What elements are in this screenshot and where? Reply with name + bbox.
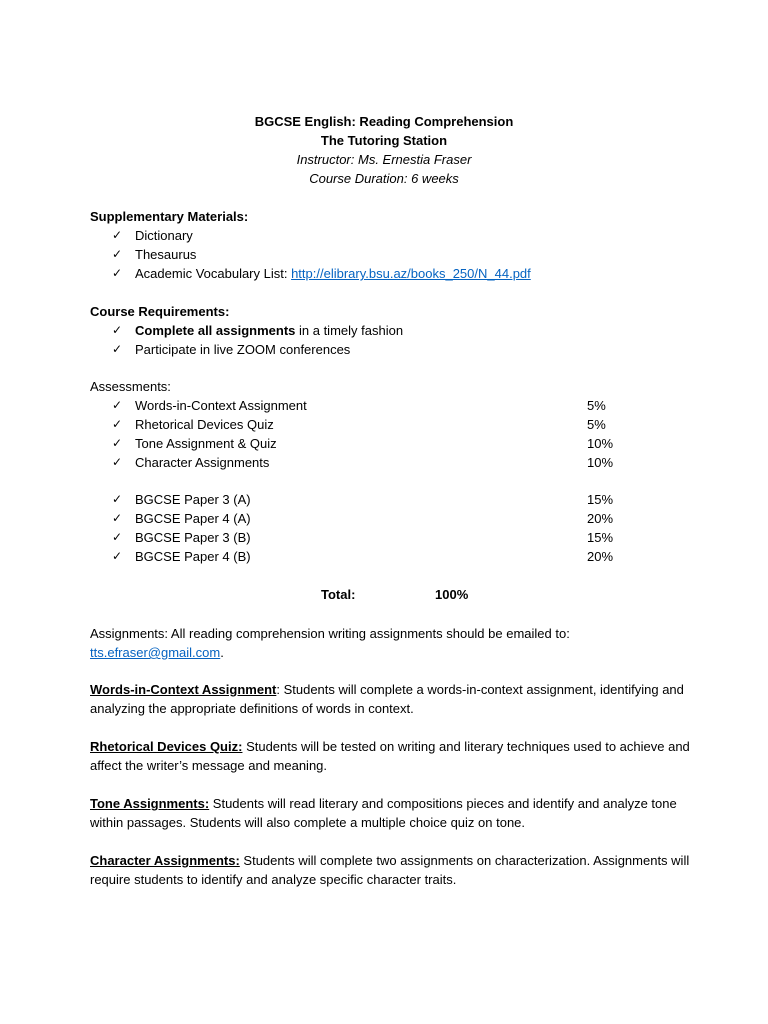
checkmark-icon: ✓: [112, 398, 123, 412]
assessments-section: [90, 377, 690, 566]
assessment-name: BGCSE Paper 3 (B): [135, 530, 251, 545]
checkmark-icon: ✓: [112, 511, 123, 525]
requirements-section: [90, 302, 690, 359]
assessment-row: [90, 528, 690, 547]
requirements-heading: Course Requirements:: [90, 304, 230, 319]
description-title: Words-in-Context Assignment: [90, 682, 277, 697]
email-suffix: .: [220, 645, 224, 660]
assessment-weight: 20%: [587, 549, 614, 564]
description-paragraph: [90, 851, 690, 889]
description-title: Character Assignments:: [90, 853, 240, 868]
assessment-weight: 10%: [587, 436, 614, 451]
checkmark-icon: ✓: [112, 247, 123, 261]
assessment-name: BGCSE Paper 4 (A): [135, 511, 251, 526]
description-title: Tone Assignments:: [90, 796, 210, 811]
checkmark-icon: ✓: [112, 455, 123, 469]
description-body: Students will complete a words-in-context assignment, identifying and analyzing the appropriate definitions of words in context.: [90, 682, 684, 716]
organization-name: The Tutoring Station: [320, 133, 448, 148]
course-title: BGCSE English: Reading Comprehension: [254, 114, 514, 129]
assessment-row: [90, 396, 690, 415]
assessment-row: [90, 490, 690, 509]
description-body: Students will be tested on writing and literary techniques used to achieve and affect the writer’s message and meaning.: [90, 739, 690, 773]
list-item-text: Academic Vocabulary List:: [135, 266, 292, 281]
description-body: Students will complete two assignments on characterization. Assignments will require students to identify and analyze specific character traits.: [90, 853, 690, 887]
assessment-weight: 15%: [587, 530, 614, 545]
checkmark-icon: ✓: [112, 436, 123, 450]
checkmark-icon: ✓: [112, 266, 123, 280]
vocabulary-list-link[interactable]: http://elibrary.bsu.az/books_250/N_44.pdf: [291, 266, 531, 281]
assessments-heading: Assessments:: [90, 379, 171, 394]
list-item: [90, 340, 690, 359]
assessment-weight: 5%: [587, 398, 606, 413]
email-link[interactable]: tts.efraser@gmail.com: [90, 645, 221, 660]
checkmark-icon: ✓: [112, 492, 123, 506]
assessment-row: [90, 509, 690, 528]
email-line: [90, 643, 690, 662]
checkmark-icon: ✓: [112, 530, 123, 544]
assessment-row: [90, 434, 690, 453]
list-item-bold-text: Complete all assignments: [135, 323, 296, 338]
description-paragraph: [90, 794, 690, 832]
checkmark-icon: ✓: [112, 417, 123, 431]
list-item-text: Participate in live ZOOM conferences: [135, 342, 351, 357]
instructor-line: Instructor: Ms. Ernestia Fraser: [296, 152, 472, 167]
list-item: [90, 321, 690, 340]
supplementary-heading: Supplementary Materials:: [90, 209, 249, 224]
list-item-text: Dictionary: [135, 228, 193, 243]
assessment-row: [90, 453, 690, 472]
supplementary-section: [90, 207, 690, 283]
description-text: [90, 680, 690, 718]
assessment-row: [90, 547, 690, 566]
course-header: [0, 112, 768, 188]
spacer: [90, 472, 690, 490]
assignments-note-text: Assignments: All reading comprehension writing assignments should be emailed to:: [90, 626, 570, 641]
list-item: [90, 226, 690, 245]
duration-line: Course Duration: 6 weeks: [309, 171, 459, 186]
checkmark-icon: ✓: [112, 228, 123, 242]
list-item-text-wrap: [135, 264, 531, 283]
description-paragraph: [90, 680, 690, 718]
description-text: [90, 794, 690, 832]
assessment-weight: 10%: [587, 455, 614, 470]
description-title: Rhetorical Devices Quiz:: [90, 739, 243, 754]
checkmark-icon: ✓: [112, 323, 123, 337]
assessment-name: BGCSE Paper 3 (A): [135, 492, 251, 507]
assessment-name: Tone Assignment & Quiz: [135, 436, 277, 451]
description-paragraph: [90, 737, 690, 775]
description-sep: :: [276, 682, 280, 697]
assessment-weight: 5%: [587, 417, 606, 432]
assessment-name: BGCSE Paper 4 (B): [135, 549, 251, 564]
list-item-text: in a timely fashion: [295, 323, 404, 338]
assessment-name: Words-in-Context Assignment: [135, 398, 307, 413]
total-value: 100%: [435, 587, 469, 602]
list-item: [90, 245, 690, 264]
list-item-text: Thesaurus: [135, 247, 197, 262]
total-label: Total:: [321, 587, 356, 602]
assessment-weight: 20%: [587, 511, 614, 526]
assessment-row: [90, 415, 690, 434]
assignments-note: [90, 624, 690, 662]
description-body: Students will read literary and compositions pieces and identify and analyze tone within passages. Students will also complete a multiple choice quiz on tone.: [90, 796, 677, 830]
checkmark-icon: ✓: [112, 549, 123, 563]
list-item: [90, 264, 690, 283]
description-text: [90, 851, 690, 889]
checkmark-icon: ✓: [112, 342, 123, 356]
assessment-weight: 15%: [587, 492, 614, 507]
list-item-text-wrap: [135, 321, 403, 340]
assessment-name: Character Assignments: [135, 455, 270, 470]
description-text: [90, 737, 690, 775]
assessment-name: Rhetorical Devices Quiz: [135, 417, 274, 432]
